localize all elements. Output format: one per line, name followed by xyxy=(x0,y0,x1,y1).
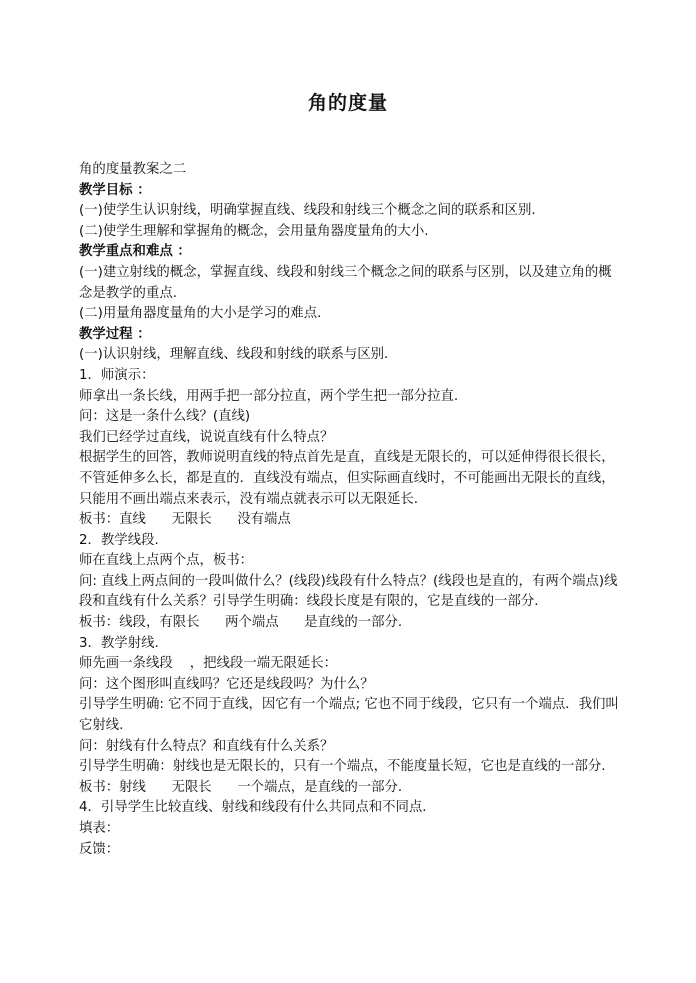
body-line: 角的度量教案之二 xyxy=(79,162,187,177)
body-line: 我们已经学过直线，说说直线有什么特点？ xyxy=(79,429,334,445)
body-line: (一)认识射线，理解直线、线段和射线的联系与区别. xyxy=(79,347,389,363)
document-body xyxy=(79,160,619,860)
body-line: 1．师演示： xyxy=(79,367,155,383)
body-line: 2．教学线段. xyxy=(79,532,159,548)
body-line: 填表： xyxy=(79,821,120,836)
body-line: (二)用量角器度量角的大小是学习的难点. xyxy=(79,306,322,322)
section-heading: 教学重点和难点 ： xyxy=(79,244,191,260)
body-line: 问：射线有什么特点？和直线有什么关系？ xyxy=(79,738,334,754)
body-line: 反馈： xyxy=(79,841,120,857)
section-heading: 教学过程 ： xyxy=(79,326,151,342)
body-line: 根据学生的回答，教师说明直线的特点首先是直，直线是无限长的，可以延伸得很长很长，不管延伸多么长，都是直的．直线没有端点，但实际画直线时，不可能画出无限长的直线，只能用不画出端点来表示，没有端点就表示可以无限延长. xyxy=(79,450,615,507)
body-line: 板书：直线 无限长 没有端点 xyxy=(79,512,291,528)
body-line: 4．引导学生比较直线、射线和线段有什么共同点和不同点. xyxy=(79,800,427,816)
body-line: 问：这是一条什么线？(直线) xyxy=(79,409,251,425)
body-line: 3．教学射线. xyxy=(79,635,159,651)
body-line: (一)使学生认识射线，明确掌握直线、线段和射线三个概念之间的联系和区别. xyxy=(79,203,536,219)
body-line: 问：这个图形叫直线吗？它还是线段吗？为什么？ xyxy=(79,676,374,692)
section-heading: 教学目标 ： xyxy=(79,182,151,198)
body-line: 师在直线上点两个点，板书： xyxy=(79,553,254,569)
body-line: 板书：射线 无限长 一个端点，是直线的一部分. xyxy=(79,779,403,795)
body-line: 引导学生明确：射线也是无限长的，只有一个端点，不能度量长短，它也是直线的一部分. xyxy=(79,759,606,775)
body-line: 板书：线段，有限长 两个端点 是直线的一部分. xyxy=(79,615,403,631)
body-line: 引导学生明确: 它不同于直线，因它有一个端点; 它也不同于线段，它只有一个端点．我们叫它射线. xyxy=(79,697,619,734)
body-line: (二)使学生理解和掌握角的概念，会用量角器度量角的大小. xyxy=(79,223,429,239)
body-line: 问: 直线上两点间的一段叫做什么？(线段)线段有什么特点？(线段也是直的，有两个端点)线段和直线有什么关系？引导学生明确：线段长度是有限的，它是直线的一部分. xyxy=(79,573,618,610)
body-line: 师拿出一条长线，用两手把一部分拉直，两个学生把一部分拉直. xyxy=(79,388,459,404)
body-line: (一)建立射线的概念，掌握直线、线段和射线三个概念之间的联系与区别，以及建立角的概念是教学的重点. xyxy=(79,264,612,301)
body-line: 师先画一条线段 ，把线段一端无限延长： xyxy=(79,656,338,672)
document-title: 角的度量 xyxy=(307,92,388,114)
